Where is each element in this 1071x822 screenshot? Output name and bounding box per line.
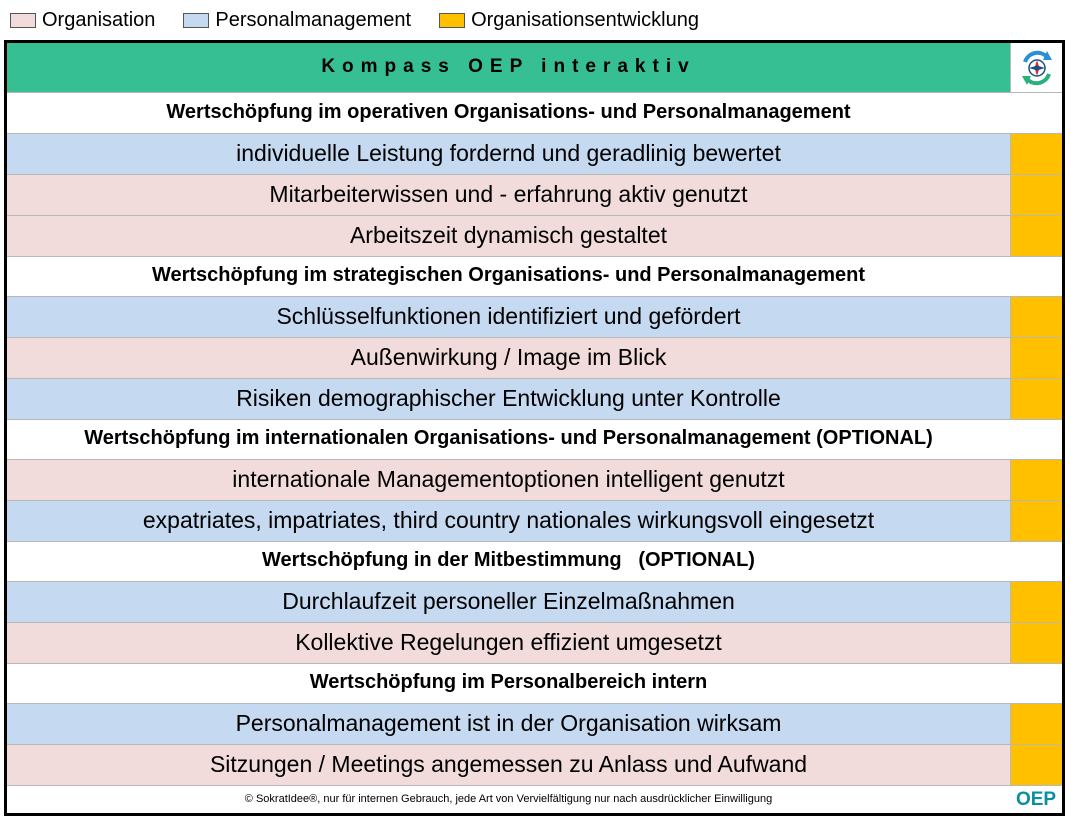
legend-swatch-personalmanagement (183, 13, 209, 28)
legend-label: Personalmanagement (215, 8, 412, 31)
criterion-row[interactable] (7, 623, 1062, 664)
criterion-text: expatriates, impatriates, third country nationales wirkungsvoll eingesetzt (7, 501, 1010, 541)
criterion-row[interactable] (7, 460, 1062, 501)
criterion-row[interactable] (7, 501, 1062, 542)
oe-marker (1010, 338, 1062, 378)
section-row (7, 93, 1062, 134)
legend-item-personalmanagement (183, 9, 411, 32)
section-heading: Wertschöpfung im Personalbereich intern (7, 664, 1010, 703)
oe-marker (1010, 134, 1062, 174)
criterion-text: Arbeitszeit dynamisch gestaltet (7, 216, 1010, 256)
oep-brand-logo: OEP (1010, 786, 1062, 813)
oe-marker (1010, 379, 1062, 419)
page-title: Kompass OEP interaktiv (7, 43, 1010, 92)
section-row (7, 420, 1062, 460)
criterion-text: Schlüsselfunktionen identifiziert und gefördert (7, 297, 1010, 337)
section-heading: Wertschöpfung im strategischen Organisations- und Personalmanagement (7, 257, 1010, 296)
criterion-row[interactable] (7, 704, 1062, 745)
section-row (7, 664, 1062, 704)
oe-marker (1010, 623, 1062, 663)
section-heading: Wertschöpfung im internationalen Organisations- und Personalmanagement (OPTIONAL) (7, 420, 1010, 459)
section-row (7, 257, 1062, 297)
criterion-row[interactable] (7, 745, 1062, 786)
compass-table (4, 40, 1065, 816)
criterion-row[interactable] (7, 582, 1062, 623)
criterion-row[interactable] (7, 216, 1062, 257)
criterion-row[interactable] (7, 134, 1062, 175)
legend (4, 0, 1067, 40)
side-cell (1010, 664, 1062, 703)
criterion-row[interactable] (7, 297, 1062, 338)
section-heading: Wertschöpfung in der Mitbestimmung (OPTIONAL) (7, 542, 1010, 581)
logo[interactable] (1010, 43, 1062, 92)
criterion-row[interactable] (7, 175, 1062, 216)
legend-item-organisation (10, 9, 155, 32)
criterion-text: Sitzungen / Meetings angemessen zu Anlass und Aufwand (7, 745, 1010, 785)
criterion-text: Kollektive Regelungen effizient umgesetzt (7, 623, 1010, 663)
legend-swatch-organisationsentwicklung (439, 13, 465, 28)
criterion-text: Mitarbeiterwissen und - erfahrung aktiv genutzt (7, 175, 1010, 215)
oe-marker (1010, 216, 1062, 256)
side-cell (1010, 420, 1062, 459)
compass-refresh-icon[interactable] (1017, 48, 1057, 88)
criterion-text: Risiken demographischer Entwicklung unter Kontrolle (7, 379, 1010, 419)
side-cell (1010, 542, 1062, 581)
legend-label: Organisation (42, 8, 156, 31)
criterion-text: internationale Managementoptionen intelligent genutzt (7, 460, 1010, 500)
section-heading: Wertschöpfung im operativen Organisations- und Personalmanagement (7, 93, 1010, 133)
oe-marker (1010, 501, 1062, 541)
oe-marker (1010, 582, 1062, 622)
criterion-row[interactable] (7, 338, 1062, 379)
criterion-text: Durchlaufzeit personeller Einzelmaßnahmen (7, 582, 1010, 622)
oe-marker (1010, 745, 1062, 785)
legend-label: Organisationsentwicklung (471, 8, 699, 31)
title-row (7, 43, 1062, 93)
criterion-text: individuelle Leistung fordernd und geradlinig bewertet (7, 134, 1010, 174)
side-cell (1010, 257, 1062, 296)
criterion-row[interactable] (7, 379, 1062, 420)
oe-marker (1010, 297, 1062, 337)
legend-swatch-organisation (10, 13, 36, 28)
section-row (7, 542, 1062, 582)
oe-marker (1010, 175, 1062, 215)
legend-item-organisationsentwicklung (439, 9, 699, 32)
footer-row (7, 786, 1062, 813)
oe-marker (1010, 460, 1062, 500)
oe-marker (1010, 704, 1062, 744)
criterion-text: Außenwirkung / Image im Blick (7, 338, 1010, 378)
side-cell (1010, 93, 1062, 133)
copyright-text: © SokratIdee®, nur für internen Gebrauch, jede Art von Vervielfältigung nur nach ausdrücklicher Einwilligung (7, 786, 1010, 813)
criterion-text: Personalmanagement ist in der Organisation wirksam (7, 704, 1010, 744)
